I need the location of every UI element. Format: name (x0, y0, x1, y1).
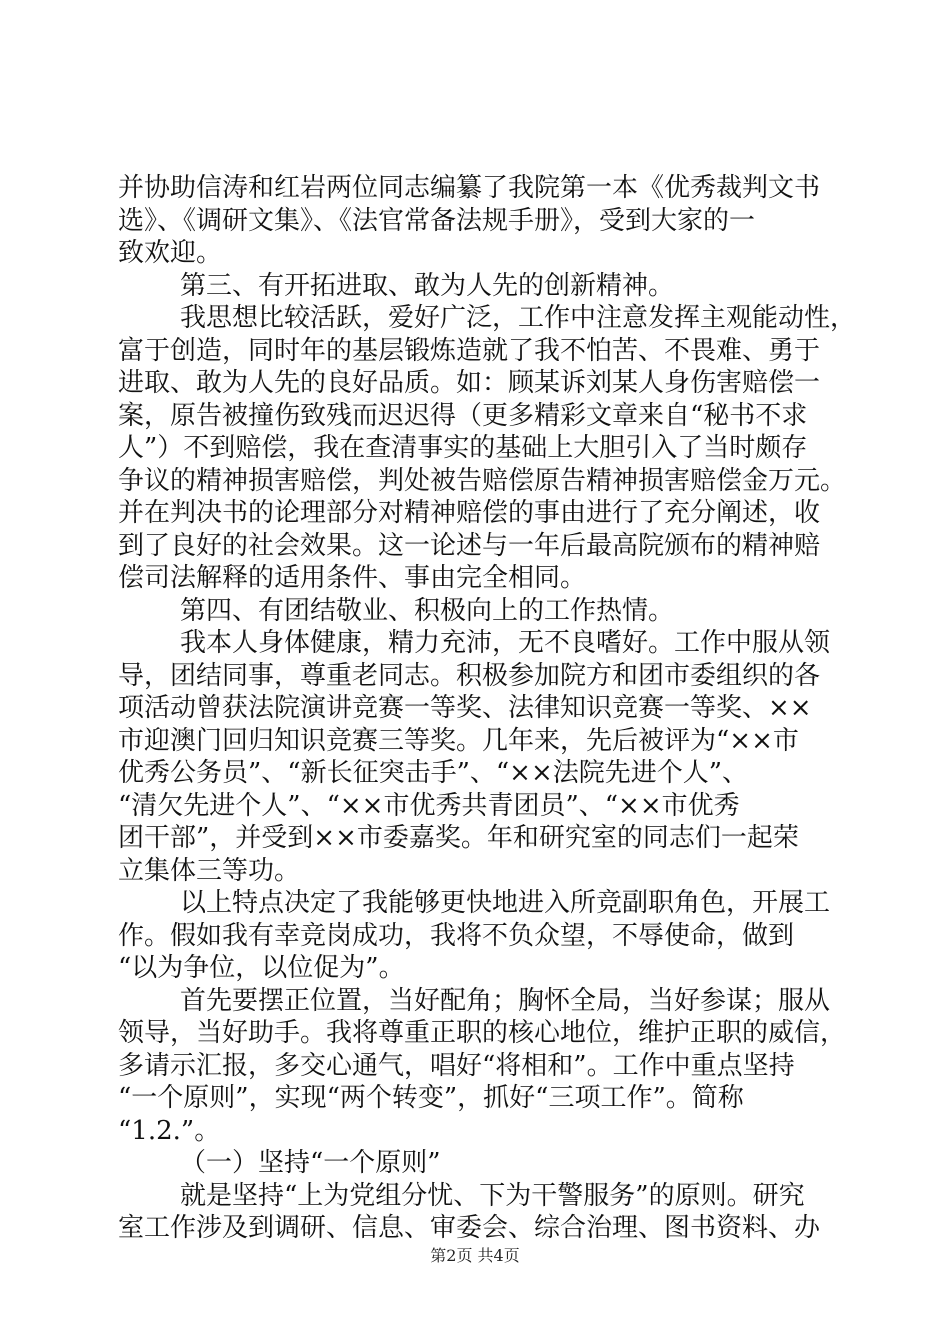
text-line: 我本人身体健康，精力充沛，无不良嗜好。工作中服从领 (180, 628, 831, 658)
section-heading: 第四、有团结敬业、积极向上的工作热情。 (180, 595, 675, 626)
text-line: 到了良好的社会效果。这一论述与一年后最高院颁布的精神赔 (118, 530, 821, 561)
text-line: 优秀公务员”、“新长征突击手”、“××法院先进个人”、 (118, 758, 749, 788)
text-line: 并协助信涛和红岩两位同志编纂了我院第一本《优秀裁判文书 (118, 173, 821, 203)
text-line: 首先要摆正位置，当好配角；胸怀全局，当好参谋；服从 (180, 985, 831, 1016)
text-line: 导，团结同事，尊重老同志。积极参加院方和团市委组织的各 (118, 660, 821, 691)
text-line: 立集体三等功。 (118, 855, 301, 886)
text-line: 偿司法解释的适用条件、事由完全相同。 (118, 563, 587, 593)
text-line: 市迎澳门回归知识竞赛三等奖。几年来，先后被评为“××市 (118, 725, 799, 756)
text-line: 案，原告被撞伤致残而迟迟得（更多精彩文章来自“秘书不求 (118, 400, 808, 431)
text-line: 以上特点决定了我能够更快地进入所竞副职角色，开展工 (180, 888, 831, 918)
text-line: 作。假如我有幸竞岗成功，我将不负众望，不辱使命，做到 (118, 920, 795, 951)
text-line: “清欠先进个人”、“××市优秀共青团员”、“××市优秀 (118, 790, 740, 821)
text-line: 致欢迎。 (118, 238, 223, 268)
text-line: 进取、敢为人先的良好品质。如：顾某诉刘某人身伤害赔偿一 (118, 368, 821, 398)
subsection-heading: （一）坚持“一个原则” (180, 1148, 441, 1178)
text-line: “一个原则”，实现“两个转变”，抓好“三项工作”。简称 (118, 1083, 744, 1113)
section-heading: 第三、有开拓进取、敢为人先的创新精神。 (180, 270, 675, 301)
text-line: 项活动曾获法院演讲竞赛一等奖、法律知识竞赛一等奖、×× (118, 693, 812, 723)
page-number-footer: 第2页 共4页 (430, 1246, 520, 1265)
text-line: “1.2.”。 (118, 1115, 221, 1146)
text-line: 并在判决书的论理部分对精神赔偿的事由进行了充分阐述，收 (118, 498, 821, 528)
text-line: 领导，当好助手。我将尊重正职的核心地位，维护正职的威信， (118, 1018, 847, 1048)
text-line: 选》、《调研文集》、《法官常备法规手册》，受到大家的一 (118, 205, 756, 236)
text-line: “以为争位，以位促为”。 (118, 953, 405, 983)
text-line: 争议的精神损害赔偿，判处被告赔偿原告精神损害赔偿金万元。 (118, 465, 847, 496)
text-line: 室工作涉及到调研、信息、审委会、综合治理、图书资料、办 (118, 1213, 821, 1243)
text-line: 人”）不到赔偿，我在查清事实的基础上大胆引入了当时颇存 (118, 433, 808, 463)
text-line: 我思想比较活跃，爱好广泛，工作中注意发挥主观能动性， (180, 303, 857, 333)
text-line: 团干部”，并受到××市委嘉奖。年和研究室的同志们一起荣 (118, 823, 799, 853)
text-line: 富于创造，同时年的基层锻炼造就了我不怕苦、不畏难、勇于 (118, 335, 821, 366)
text-line: 就是坚持“上为党组分忧、下为干警服务”的原则。研究 (180, 1180, 805, 1211)
text-line: 多请示汇报，多交心通气，唱好“将相和”。工作中重点坚持 (118, 1050, 795, 1081)
document-body (118, 172, 857, 1245)
